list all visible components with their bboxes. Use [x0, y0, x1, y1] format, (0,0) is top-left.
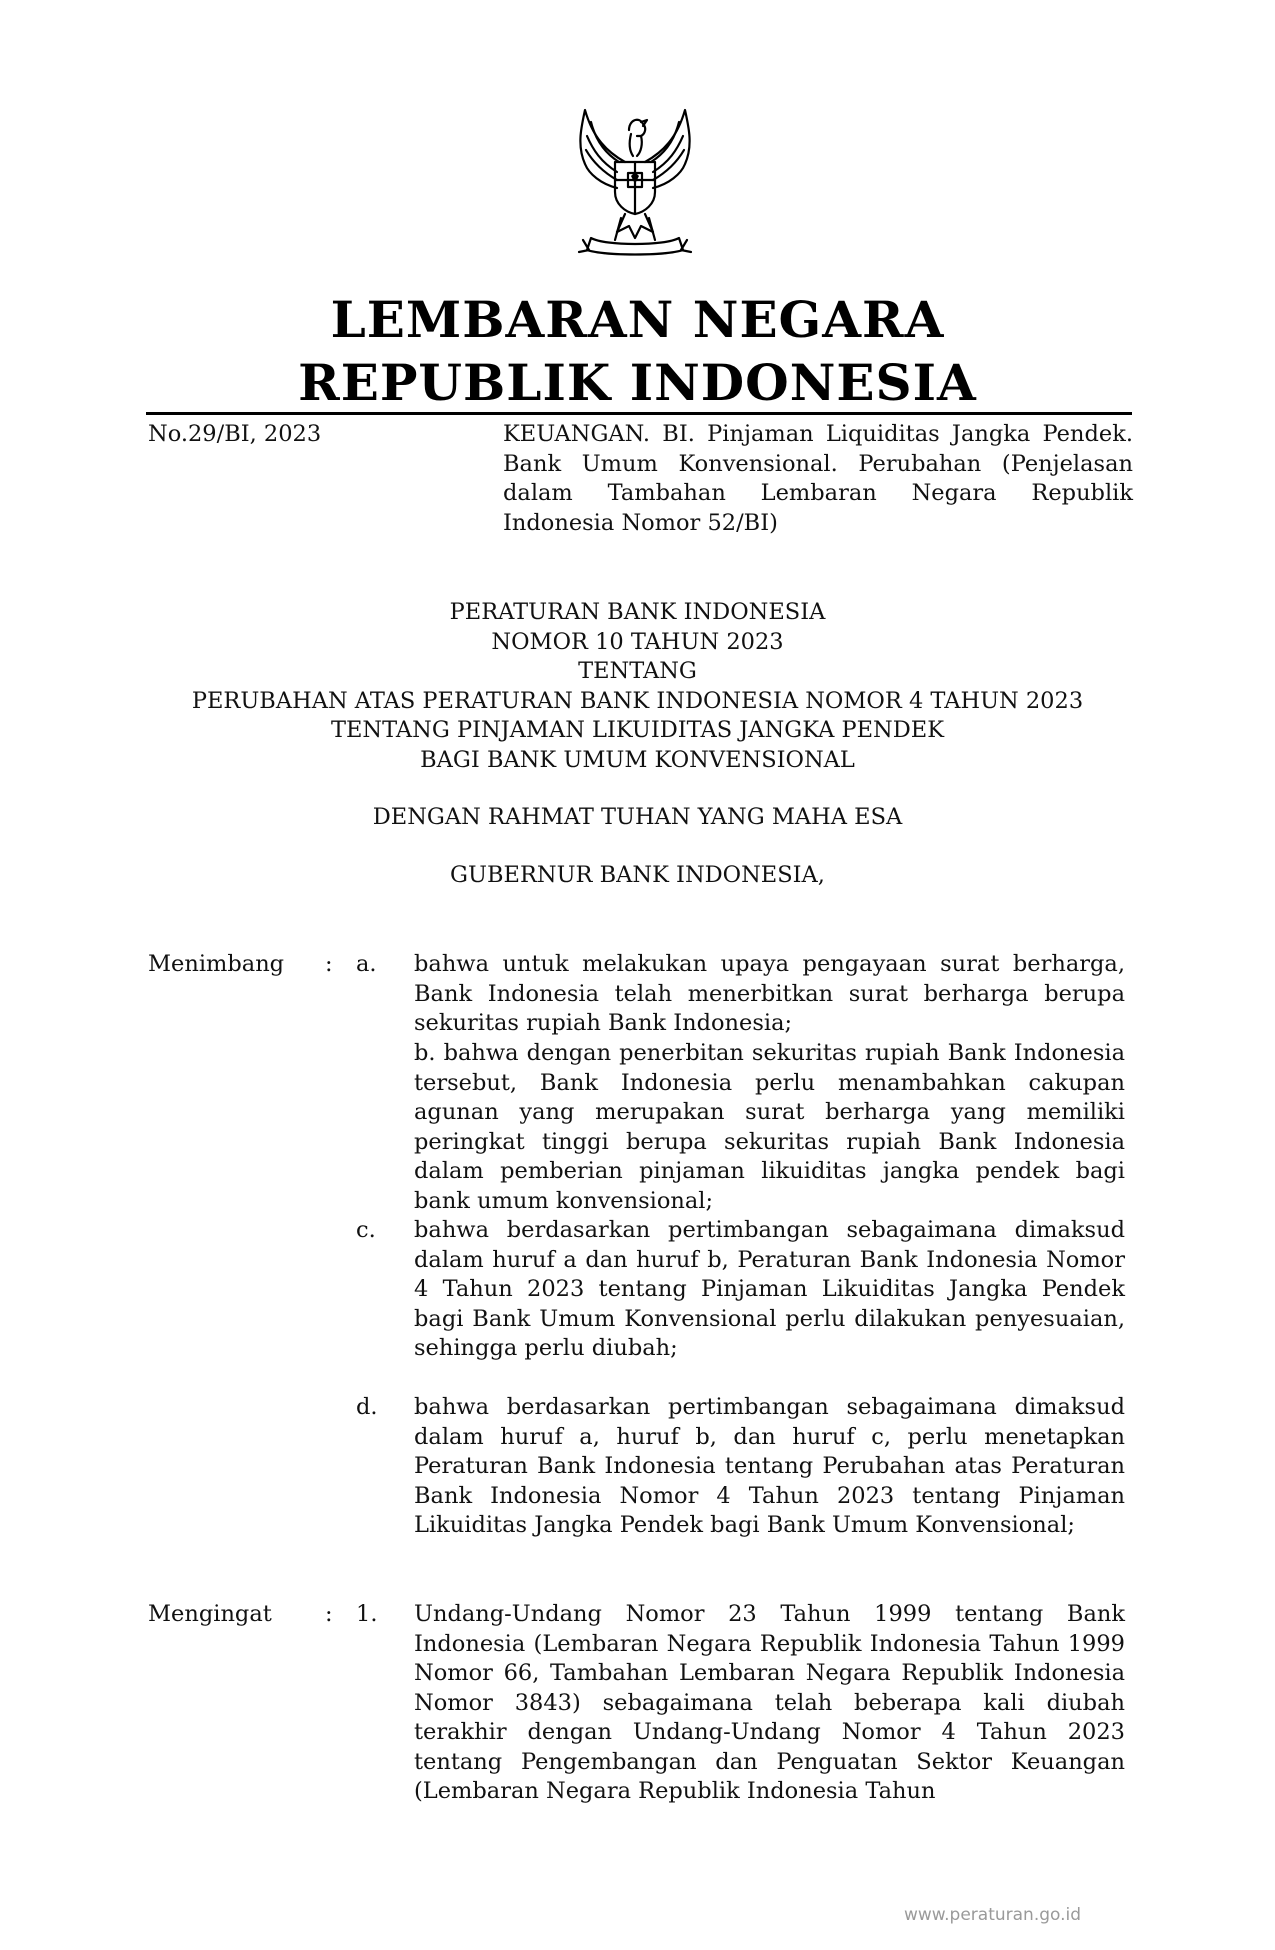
masthead-divider: [146, 412, 1132, 415]
mengingat-item-1: Undang-Undang Nomor 23 Tahun 1999 tentang Bank Indonesia (Lembaran Negara Republik Indonesia Tahun 1999 Nomor 66, Tambahan Lembaran Negara Republik Indonesia Nomor 3843) sebagaimana telah beberapa kali diubah terakhir dengan Undang-Undang Nomor 4 Tahun 2023 tentang Pengembangan dan Penguatan Sektor Keuangan (Lembaran Negara Republik Indonesia Tahun: [414, 1601, 1125, 1804]
menimbang-label: Menimbang: [148, 951, 285, 977]
masthead-line-1: LEMBARAN NEGARA: [330, 290, 945, 349]
menimbang-marker-d: d.: [356, 1394, 378, 1420]
regulation-title: [0, 598, 1275, 775]
mengingat-colon: :: [325, 1601, 333, 1627]
mengingat-label: Mengingat: [148, 1601, 272, 1627]
title-line: PERUBAHAN ATAS PERATURAN BANK INDONESIA NOMOR 4 TAHUN 2023: [191, 687, 1084, 714]
garuda-emblem-icon: [555, 100, 715, 260]
title-line: NOMOR 10 TAHUN 2023: [491, 628, 784, 655]
title-line: TENTANG: [578, 658, 697, 684]
document-number: No.29/BI, 2023: [148, 421, 322, 447]
title-line: BAGI BANK UMUM KONVENSIONAL: [420, 746, 855, 773]
mercy-invocation: DENGAN RAHMAT TUHAN YANG MAHA ESA: [372, 804, 903, 830]
governor-line: GUBERNUR BANK INDONESIA,: [450, 862, 825, 888]
mengingat-marker-1: 1.: [356, 1601, 378, 1627]
menimbang-item-a: bahwa untuk melakukan upaya pengayaan surat berharga, Bank Indonesia telah menerbitkan surat berharga berupa sekuritas rupiah Bank Indonesia;: [414, 951, 1125, 1036]
menimbang-marker-a: a.: [356, 951, 377, 977]
masthead-line-2: REPUBLIK INDONESIA: [298, 353, 977, 412]
title-line: PERATURAN BANK INDONESIA: [449, 599, 826, 625]
menimbang-marker-c: c.: [356, 1217, 376, 1243]
source-watermark: www.peraturan.go.id: [904, 1905, 1082, 1925]
menimbang-item-c: bahwa berdasarkan pertimbangan sebagaimana dimaksud dalam huruf a dan huruf b, Peraturan Bank Indonesia Nomor 4 Tahun 2023 tentang Pinjaman Likuiditas Jangka Pendek bagi Bank Umum Konvensional perlu dilakukan penyesuaian, sehingga perlu diubah;: [414, 1217, 1125, 1361]
menimbang-item-b-text: bahwa dengan penerbitan sekuritas rupiah Bank Indonesia tersebut, Bank Indonesia perlu menambahkan cakupan agunan yang merupakan surat berharga yang memiliki peringkat tinggi berupa sekuritas rupiah Bank Indonesia dalam pemberian pinjaman likuiditas jangka pendek bagi bank umum konvensional;: [414, 1040, 1126, 1214]
menimbang-marker-b: b.: [414, 1040, 436, 1066]
document-subject: KEUANGAN. BI. Pinjaman Liquiditas Jangka Pendek. Bank Umum Konvensional. Perubahan (Penjelasan dalam Tambahan Lembaran Negara Republik Indonesia Nomor 52/BI): [503, 421, 1133, 536]
menimbang-colon: :: [325, 951, 333, 977]
menimbang-item-d: bahwa berdasarkan pertimbangan sebagaimana dimaksud dalam huruf a, huruf b, dan huruf c, perlu menetapkan Peraturan Bank Indonesia tentang Perubahan atas Peraturan Bank Indonesia Nomor 4 Tahun 2023 tentang Pinjaman Likuiditas Jangka Pendek bagi Bank Umum Konvensional;: [414, 1394, 1125, 1538]
menimbang-item-b: [414, 1039, 1125, 1216]
title-line: TENTANG PINJAMAN LIKUIDITAS JANGKA PENDEK: [330, 717, 945, 743]
